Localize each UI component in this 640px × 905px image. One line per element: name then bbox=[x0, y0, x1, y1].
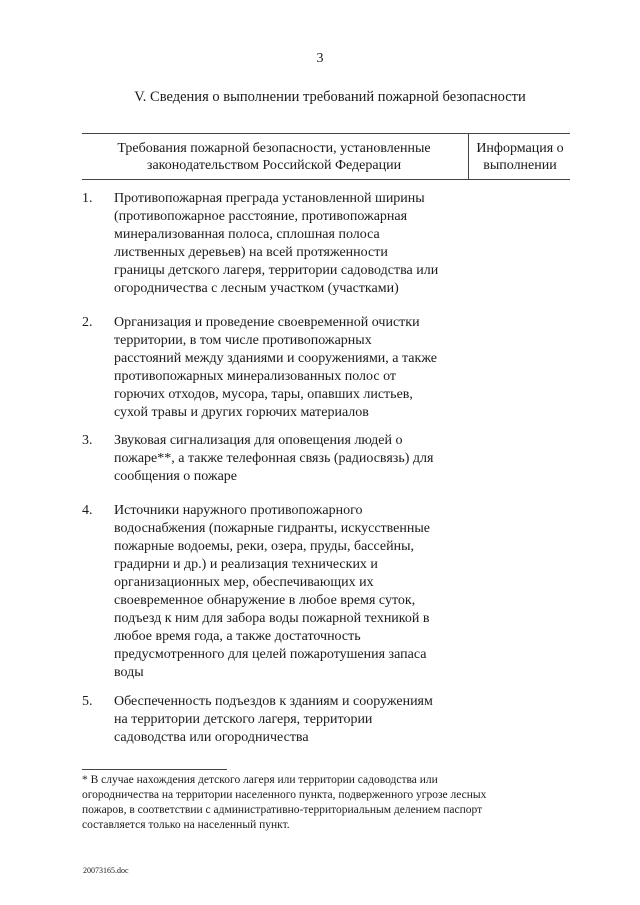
item-number: 1. bbox=[82, 191, 93, 206]
footnote: * В случае нахождения детского лагеря или территории садоводства или огородничества на территории населенного пункта, подверженного угрозе лесных пожаров, в соответствии с административно-территориальным делением паспорт составляется только на населенный пункт. bbox=[82, 774, 487, 831]
item-number: 3. bbox=[82, 433, 93, 448]
requirement-item-2 bbox=[82, 314, 482, 422]
page-number: 3 bbox=[316, 51, 324, 66]
item-number: 2. bbox=[82, 315, 93, 330]
section-title: V. Сведения о выполнении требований пожарной безопасности bbox=[134, 89, 526, 105]
requirement-item-3 bbox=[82, 432, 482, 486]
requirement-item-5 bbox=[82, 693, 482, 747]
requirements-column-header: Требования пожарной безопасности, установленные законодательством Российской Федерации bbox=[117, 141, 431, 173]
footnote-separator bbox=[82, 769, 227, 770]
item-text: Организация и проведение своевременной очистки территории, в том числе противопожарных расстояний между зданиями и сооружениями, а также противопожарных минерализованных полос от горючих отходов, мусора, тары, опавших листьев, сухой травы и других горючих материалов bbox=[114, 315, 438, 420]
column-divider bbox=[468, 134, 469, 179]
info-column-header: Информация о выполнении bbox=[476, 141, 564, 173]
requirement-item-4 bbox=[82, 502, 482, 682]
document-id: 20073165.doc bbox=[83, 866, 129, 875]
item-text: Источники наружного противопожарного водоснабжения (пожарные гидранты, искусственные пожарные водоемы, реки, озера, пруды, бассейны, градирни и др.) и реализация технических и организационных мер, обеспечивающих их своевременное обнаружение в любое время суток, подъезд к ним для забора воды пожарной техникой в любое время года, а также достаточность предусмотренного для целей пожаротушения запаса воды bbox=[114, 503, 430, 680]
item-number: 4. bbox=[82, 503, 93, 518]
table-header bbox=[82, 133, 570, 180]
item-text: Противопожарная преграда установленной ширины (противопожарное расстояние, противопожарная минерализованная полоса, сплошная полоса лиственных деревьев) на всей протяженности границы детского лагеря, территории садоводства или огородничества с лесным участком (участками) bbox=[114, 191, 439, 296]
item-text: Обеспеченность подъездов к зданиям и сооружениям на территории детского лагеря, территории садоводства или огородничества bbox=[114, 694, 433, 745]
item-text: Звуковая сигнализация для оповещения людей о пожаре**, а также телефонная связь (радиосвязь) для сообщения о пожаре bbox=[114, 433, 434, 484]
requirement-item-1 bbox=[82, 190, 482, 298]
item-number: 5. bbox=[82, 694, 93, 709]
